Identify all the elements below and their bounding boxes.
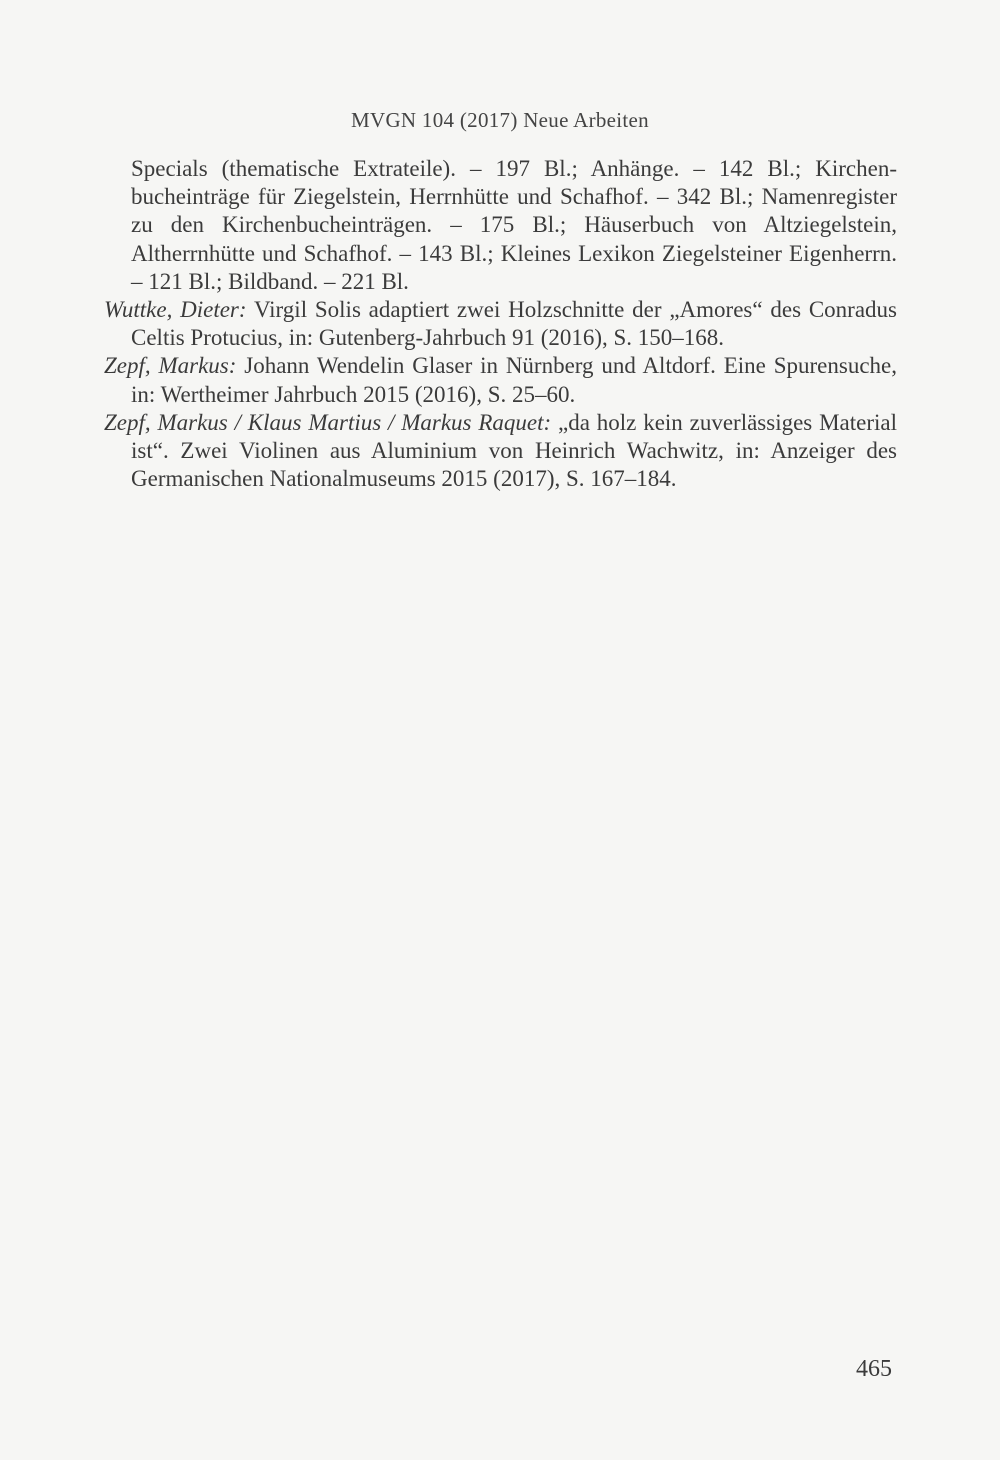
- entry-text: Virgil Solis adaptiert zwei Holzschnitte der „Amores“ des Conradus Celtis Protucius, in: Gutenberg-Jahrbuch 91 (2016), S. 150–168.: [131, 297, 897, 351]
- entry-text: „da holz kein zuverlässiges Material ist“. Zwei Violinen aus Aluminium von Heinrich Wachwitz, in: Anzeiger des Germanischen Nationalmuseums 2015 (2017), S. 167–184.: [131, 409, 897, 492]
- entry-author: Wuttke, Dieter:: [104, 297, 247, 323]
- bibliography-list: [104, 155, 897, 493]
- bibliography-entry: [104, 296, 897, 352]
- entry-author: Zepf, Markus / Klaus Martius / Markus Raquet:: [104, 409, 552, 435]
- running-head: MVGN 104 (2017) Neue Arbeiten: [351, 108, 649, 132]
- entry-text: Johann Wendelin Glaser in Nürnberg und Altdorf. Eine Spurensuche, in: Wertheimer Jahrbuch 2015 (2016), S. 25–60.: [131, 353, 897, 407]
- bibliography-entry: [104, 409, 897, 494]
- entry-text: Specials (thematische Extrateile). – 197 Bl.; Anhänge. – 142 Bl.; Kirchenbucheinträge für Ziegelstein, Herrnhütte und Schafhof. – 342 Bl.; Namenregister zu den Kirchenbucheinträgen. – 175 Bl.; Häuserbuch von Altziegelstein, Altherrnhütte und Schafhof. – 143 Bl.; Kleines Lexikon Ziegelsteiner Eigenherrn. – 121 Bl.; Bildband. – 221 Bl.: [131, 156, 897, 294]
- entry-author: Zepf, Markus:: [104, 353, 237, 379]
- bibliography-entry: [104, 155, 897, 296]
- bibliography-entry: [104, 352, 897, 408]
- page-number: 465: [856, 1356, 892, 1382]
